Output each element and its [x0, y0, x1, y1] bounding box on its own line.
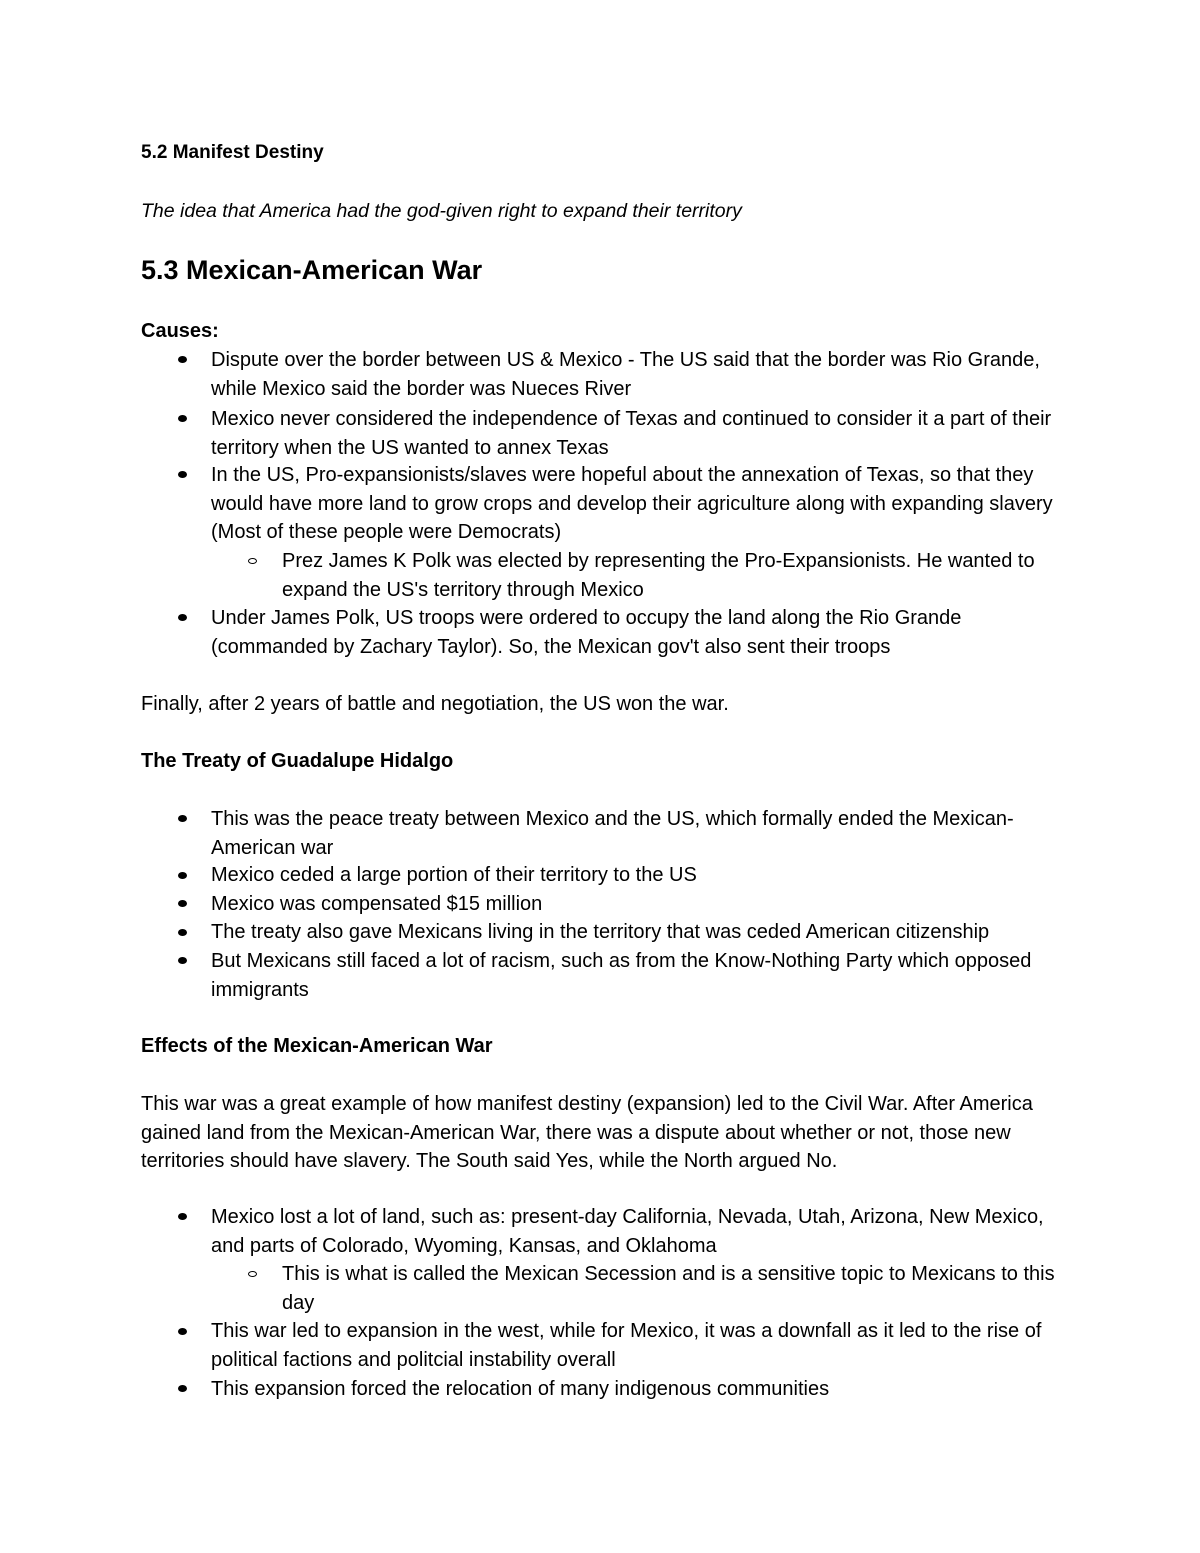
sub-bullet-icon: [248, 1271, 257, 1277]
bullet-icon: [178, 415, 187, 422]
bullet-icon: [178, 1385, 187, 1392]
bullet-icon: [178, 1213, 187, 1220]
list-item-effect: This war led to expansion in the west, while for Mexico, it was a downfall as it led to the rise of political factions and politcial instability overall: [211, 1320, 1042, 1371]
bullet-icon: [178, 356, 187, 363]
bullet-icon: [178, 929, 187, 936]
sub-bullet-icon: [248, 558, 257, 564]
bullet-icon: [178, 815, 187, 822]
bullet-icon: [178, 900, 187, 907]
list-item-treaty: Mexico was compensated $15 million: [211, 893, 543, 915]
heading-manifest-destiny: 5.2 Manifest Destiny: [141, 142, 324, 163]
bullet-icon: [178, 471, 187, 478]
causes-label: Causes:: [141, 320, 219, 342]
list-item-treaty: This was the peace treaty between Mexico and the US, which formally ended the Mexican-American war: [211, 808, 1014, 859]
heading-mexican-american-war: 5.3 Mexican-American War: [141, 255, 483, 285]
list-item-cause: Mexico never considered the independence of Texas and continued to consider it a part of their territory when the US wanted to annex Texas: [211, 408, 1052, 459]
list-item-effect: This expansion forced the relocation of many indigenous communities: [211, 1378, 830, 1400]
list-item-cause: Dispute over the border between US & Mexico - The US said that the border was Rio Grande, while Mexico said the border was Nueces River: [211, 349, 1040, 400]
bullet-icon: [178, 872, 187, 879]
war-conclusion: Finally, after 2 years of battle and negotiation, the US won the war.: [141, 693, 729, 715]
bullet-icon: [178, 614, 187, 621]
bullet-icon: [178, 957, 187, 964]
bullet-icon: [178, 1328, 187, 1335]
sub-list-item-effect: This is what is called the Mexican Secession and is a sensitive topic to Mexicans to this day: [282, 1263, 1055, 1314]
effects-intro: This war was a great example of how manifest destiny (expansion) led to the Civil War. After America gained land from the Mexican-American War, there was a dispute about whether or not, those new territories should have slavery. The South said Yes, while the North argued No.: [141, 1093, 1033, 1173]
heading-effects: Effects of the Mexican-American War: [141, 1035, 493, 1057]
manifest-destiny-definition: The idea that America had the god-given right to expand their territory: [141, 200, 742, 222]
list-item-treaty: The treaty also gave Mexicans living in the territory that was ceded American citizenship: [211, 921, 990, 943]
list-item-treaty: Mexico ceded a large portion of their territory to the US: [211, 864, 697, 886]
sub-list-item-cause: Prez James K Polk was elected by representing the Pro-Expansionists. He wanted to expand the US's territory through Mexico: [282, 550, 1035, 601]
list-item-cause: Under James Polk, US troops were ordered to occupy the land along the Rio Grande (commanded by Zachary Taylor). So, the Mexican gov't also sent their troops: [211, 607, 962, 658]
list-item-cause: In the US, Pro-expansionists/slaves were hopeful about the annexation of Texas, so that they would have more land to grow crops and develop their agriculture along with expanding slavery (Most of these people were Democrats): [211, 464, 1053, 544]
list-item-effect: Mexico lost a lot of land, such as: present-day California, Nevada, Utah, Arizona, New Mexico, and parts of Colorado, Wyoming, Kansas, and Oklahoma: [211, 1206, 1044, 1257]
heading-treaty: The Treaty of Guadalupe Hidalgo: [141, 750, 454, 772]
list-item-treaty: But Mexicans still faced a lot of racism, such as from the Know-Nothing Party which opposed immigrants: [211, 950, 1032, 1001]
